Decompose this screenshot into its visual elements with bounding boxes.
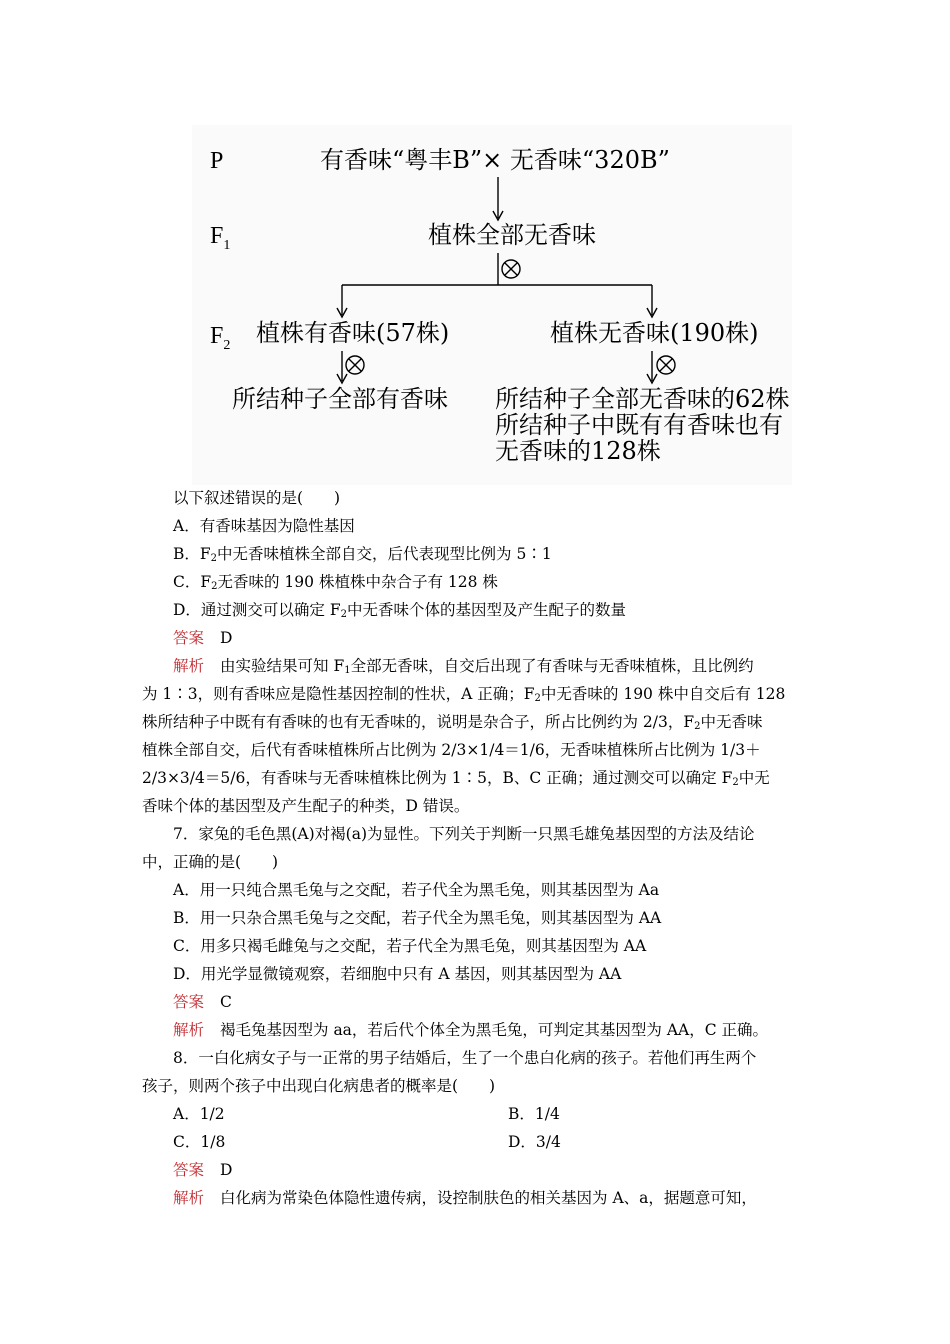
- q7-analysis: 解析 褐毛兔基因型为 aa，若后代个体全为黑毛兔，可判定其基因型为 AA，C 正确。: [173, 1021, 769, 1039]
- q7-answer: 答案 C: [173, 993, 232, 1011]
- q8-analysis: 解析 白化病为常染色体隐性遗传病，设控制肤色的相关基因为 A、a，据题意可知，: [173, 1189, 757, 1207]
- q7-stem-line-1: 7．家兔的毛色黑(A)对褐(a)为显性。下列关于判断一只黑毛雄兔基因型的方法及结论: [173, 825, 755, 843]
- answer-label: 答案: [173, 993, 205, 1011]
- q8-stem-line-1: 8．一白化病女子与一正常的男子结婚后，生了一个患白化病的孩子。若他们再生两个: [173, 1049, 757, 1067]
- parent-cross-text: 有香味“粤丰B”× 无香味“320B”: [320, 146, 670, 174]
- q7-option-c: C．用多只褐毛雌兔与之交配，若子代全为黑毛兔，则其基因型为 AA: [173, 937, 647, 955]
- q6-option-d: D．通过测交可以确定 $F_2$中无香味个体的基因型及产生配子的数量: [173, 601, 627, 620]
- q6-option-a: A．有香味基因为隐性基因: [173, 517, 355, 535]
- q8-option-c: C．1/8: [173, 1133, 226, 1151]
- generation-f2-label: $F_2$: [210, 323, 231, 353]
- q6-option-b: B．$F_2$中无香味植株全部自交，后代表现型比例为 5∶1: [173, 545, 552, 564]
- f2-nonfragrant-text: 植株无香味(190株): [550, 319, 759, 347]
- selfing-symbol-left-icon: [346, 356, 364, 374]
- left-result-text: 所结种子全部有香味: [232, 385, 448, 413]
- q6-analysis-line-3: 株所结种子中既有有香味的也有无香味的，说明是杂合子，所占比例约为 2/3，$F_2$中无香味: [142, 713, 763, 732]
- q6-analysis-line-1: 解析 由实验结果可知 $F_1$全部无香味，自交后出现了有香味与无香味植株，且比例约: [173, 657, 754, 676]
- q6-analysis-line-4: 植株全部自交，后代有香味植株所占比例为 2/3×1/4＝1/6，无香味植株所占比例为 1/3＋: [142, 741, 761, 759]
- generation-p-label: P: [210, 148, 224, 174]
- selfing-symbol-icon: [502, 260, 520, 278]
- q7-option-a: A．用一只纯合黑毛兔与之交配，若子代全为黑毛兔，则其基因型为 Aa: [173, 881, 660, 899]
- q7-stem-line-2: 中，正确的是( ): [142, 853, 279, 871]
- q8-answer: 答案 D: [173, 1161, 233, 1179]
- answer-label: 答案: [173, 629, 205, 647]
- q6-analysis-line-2: 为 1∶3，则有香味应是隐性基因控制的性状，A 正确；$F_2$中无香味的 190 株中自交后有 128: [142, 685, 786, 704]
- q8-stem-line-2: 孩子，则两个孩子中出现白化病患者的概率是( ): [142, 1077, 496, 1095]
- q8-option-a: A．1/2: [173, 1105, 225, 1123]
- analysis-label: 解析: [173, 657, 205, 675]
- right-result-line-1: 所结种子全部无香味的62株: [495, 385, 790, 413]
- analysis-label: 解析: [173, 1189, 205, 1207]
- q6-answer: 答案 D: [173, 629, 233, 647]
- generation-f1-label: $F_1$: [210, 223, 231, 253]
- q7-option-b: B．用一只杂合黑毛兔与之交配，若子代全为黑毛兔，则其基因型为 AA: [173, 909, 662, 927]
- f2-fragrant-text: 植株有香味(57株): [256, 319, 450, 347]
- q6-stem: 以下叙述错误的是( ): [173, 489, 341, 507]
- f1-phenotype-text: 植株全部无香味: [428, 221, 596, 249]
- diagram-svg: [192, 125, 792, 485]
- q8-option-b: B．1/4: [508, 1105, 560, 1123]
- analysis-label: 解析: [173, 1021, 205, 1039]
- genetic-cross-diagram: [192, 125, 792, 485]
- right-result-line-2: 所结种子中既有有香味也有: [495, 411, 783, 439]
- q8-option-d: D．3/4: [508, 1133, 561, 1151]
- q6-option-c: C．$F_2$无香味的 190 株植株中杂合子有 128 株: [173, 573, 498, 592]
- right-result-line-3: 无香味的128株: [495, 437, 661, 465]
- q8-options-row-2: [0, 1128, 800, 1156]
- selfing-symbol-right-icon: [657, 356, 675, 374]
- q6-analysis-line-6: 香味个体的基因型及产生配子的种类，D 错误。: [142, 797, 470, 815]
- q8-options-row-1: [0, 1100, 800, 1128]
- q7-option-d: D．用光学显微镜观察，若细胞中只有 A 基因，则其基因型为 AA: [173, 965, 622, 983]
- q6-analysis-line-5: 2/3×3/4＝5/6，有香味与无香味植株比例为 1∶5，B、C 正确；通过测交可以确定 $F_2$中无: [142, 769, 770, 788]
- answer-label: 答案: [173, 1161, 205, 1179]
